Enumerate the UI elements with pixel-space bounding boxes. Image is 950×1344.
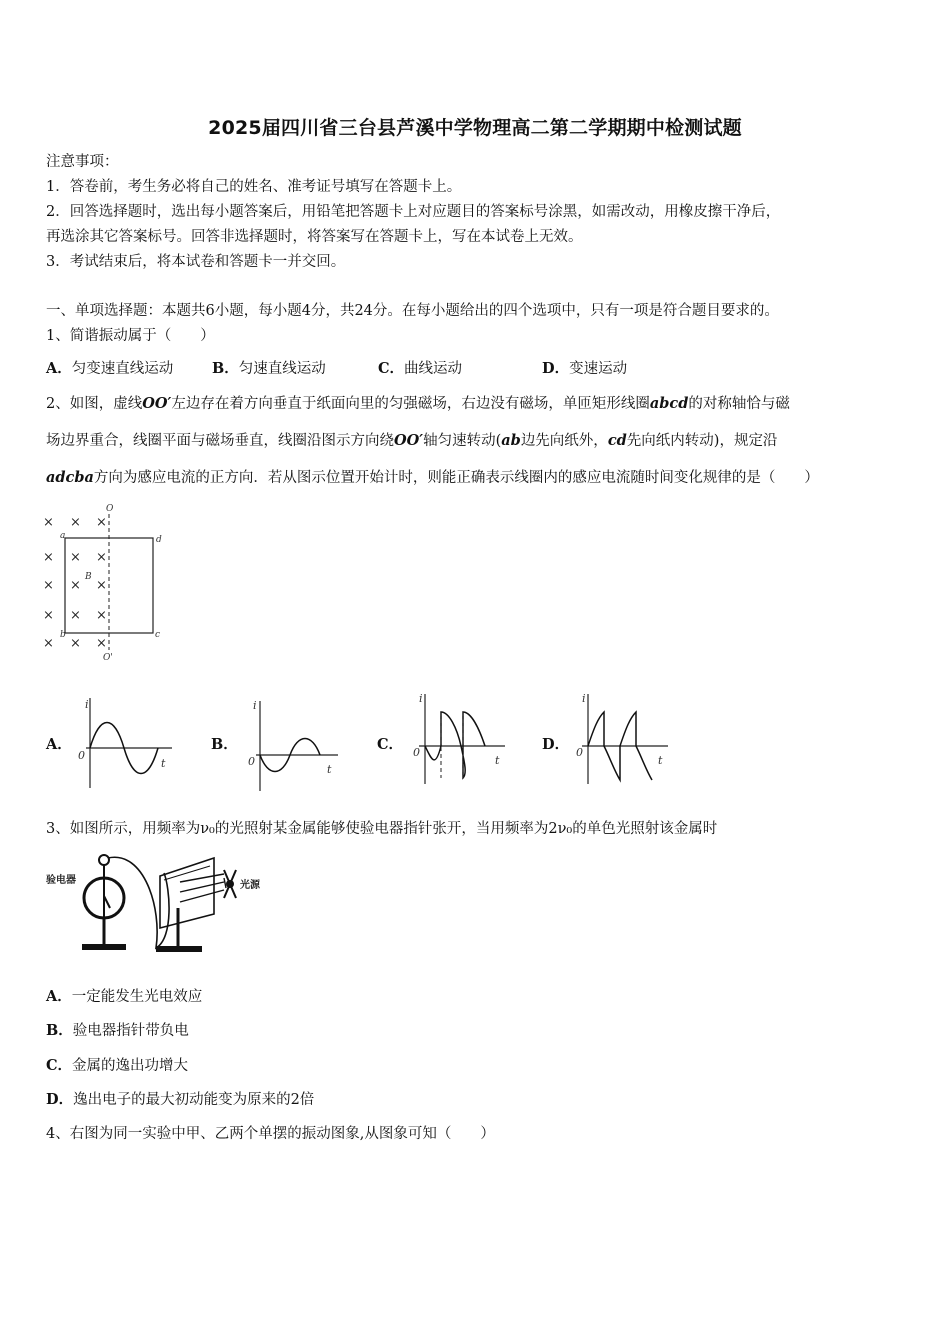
q2-text: 2、如图，虚线 — [46, 396, 143, 412]
q1-option-c — [378, 359, 462, 379]
cross-mark: × — [96, 578, 107, 593]
current-curve — [425, 712, 485, 778]
origin-label: 0 — [78, 749, 85, 762]
question-3-stem: 3、如图所示，用频率为ν₀的光照射某金属能够使验电器指针张开，当用频率为2ν₀的单色光照射该金属时 — [46, 821, 718, 837]
cross-mark: × — [96, 550, 107, 565]
q2-graph-a — [72, 692, 182, 792]
q2-axis-label: OO′ — [394, 432, 424, 449]
question-4-stem: 4、右图为同一实验中甲、乙两个单摆的振动图象,从图象可知（ ） — [46, 1126, 495, 1142]
q2-direction-label: adcba — [46, 469, 94, 486]
cross-mark: × — [43, 578, 54, 593]
q2-text: 边先向纸外， — [520, 433, 608, 449]
origin-label: 0 — [576, 746, 583, 759]
question-2-stem-line-2 — [46, 431, 777, 451]
q2-text: 的对称轴恰与磁 — [688, 396, 790, 412]
axis-i-label: i — [85, 698, 89, 711]
q3-option-a — [46, 987, 202, 1007]
axis-t-label: t — [327, 763, 332, 776]
label-b: b — [60, 630, 66, 640]
notice-item-1: 1．答卷前，考生务必将自己的姓名、准考证号填写在答题卡上。 — [46, 179, 462, 195]
q1-option-b — [212, 359, 326, 379]
cross-mark: × — [70, 550, 81, 565]
cross-mark: × — [43, 515, 54, 530]
q2-text: 左边存在着方向垂直于纸面向里的匀强磁场，右边没有磁场，单匝矩形线圈 — [171, 396, 650, 412]
cross-mark: × — [96, 636, 107, 650]
cross-mark: × — [70, 515, 81, 530]
plate-base — [156, 946, 202, 952]
q2-graph-label: A． — [46, 736, 72, 753]
label-o: O — [106, 504, 114, 514]
light-source-label: 光源 — [240, 880, 260, 891]
q1-option-a-text: 匀变速直线运动 — [71, 361, 174, 377]
light-ray — [180, 890, 224, 902]
q3-option-b-text: 验电器指针带负电 — [72, 1023, 189, 1039]
q3-option-a-label: A． — [46, 988, 72, 1005]
question-2-stem-line-3 — [46, 468, 819, 488]
axis-t-label: t — [495, 754, 500, 767]
label-o-prime: O' — [103, 653, 113, 663]
q3-option-b-label: B． — [46, 1022, 73, 1039]
q3-option-a-text: 一定能发生光电效应 — [71, 989, 203, 1005]
field-crosses — [43, 515, 107, 650]
cross-mark: × — [43, 636, 54, 650]
q2-graph-d — [568, 688, 678, 788]
origin-label: 0 — [248, 755, 255, 768]
electroscope-knob — [99, 855, 109, 865]
q2-edge-label: cd — [607, 432, 627, 449]
light-rays — [180, 874, 226, 902]
q2-graph-label: B． — [211, 736, 238, 753]
q2-edge-label: ab — [501, 432, 521, 449]
q2-text: 轴匀速转动( — [423, 433, 502, 449]
axis-i-label: i — [253, 699, 257, 712]
q1-option-c-label: C． — [378, 360, 405, 377]
cross-mark: × — [70, 608, 81, 623]
section-heading: 一、单项选择题：本题共6小题，每小题4分，共24分。在每小题给出的四个选项中，只有一项是符合题目要求的。 — [46, 303, 779, 319]
electroscope-label: 验电器 — [46, 875, 76, 886]
q3-option-c-label: C． — [46, 1057, 73, 1074]
q1-option-d — [542, 359, 627, 379]
q3-option-b — [46, 1021, 189, 1041]
cross-mark: × — [96, 515, 107, 530]
q2-graph-c-label — [377, 735, 403, 755]
q3-option-d — [46, 1090, 314, 1110]
notice-item-2-cont: 再选涂其它答案标号。回答非选择题时，将答案写在答题卡上，写在本试卷上无效。 — [46, 229, 583, 245]
cross-mark: × — [96, 608, 107, 623]
q2-graph-b — [242, 695, 352, 795]
light-ray — [224, 878, 226, 888]
axis-t-label: t — [161, 757, 166, 770]
q2-graph-label: C． — [377, 736, 404, 753]
cross-mark: × — [43, 550, 54, 565]
light-ray — [180, 874, 224, 882]
axis-i-label: i — [419, 692, 423, 705]
q2-graph-d-label — [542, 735, 569, 755]
question-1-stem: 1、简谐振动属于（ ） — [46, 328, 215, 344]
q1-option-b-label: B． — [212, 360, 239, 377]
q2-graph-c — [405, 688, 515, 788]
q3-option-d-label: D． — [46, 1091, 74, 1108]
q2-field-coil-figure — [38, 500, 178, 650]
q2-text: 场边界重合，线圈平面与磁场垂直，线圈沿图示方向绕 — [46, 433, 394, 449]
q1-option-d-label: D． — [542, 360, 570, 377]
q3-option-d-text: 逸出电子的最大初动能变为原来的2倍 — [73, 1092, 315, 1108]
cross-mark: × — [70, 636, 81, 650]
q2-graph-b-label — [211, 735, 238, 755]
q1-option-b-text: 匀速直线运动 — [238, 361, 326, 377]
notice-item-2: 2．回答选择题时，选出每小题答案后，用铅笔把答题卡上对应题目的答案标号涂黑，如需改动，用橡皮擦干净后， — [46, 204, 781, 220]
label-d: d — [156, 535, 162, 545]
q2-coil-label: abcd — [649, 395, 689, 412]
cross-mark: × — [70, 578, 81, 593]
label-b-field: B — [85, 572, 92, 582]
question-2-stem-line-1 — [46, 394, 790, 414]
q3-electroscope-figure — [44, 848, 274, 960]
cross-mark: × — [43, 608, 54, 623]
label-c: c — [155, 630, 161, 640]
q1-option-a — [46, 359, 173, 379]
origin-label: 0 — [413, 746, 420, 759]
q1-option-a-label: A． — [46, 360, 72, 377]
q2-axis-label: OO′ — [142, 395, 172, 412]
light-ray — [180, 882, 224, 892]
q3-option-c-text: 金属的逸出功增大 — [72, 1058, 189, 1074]
q2-graph-a-label — [46, 735, 72, 755]
q1-option-d-text: 变速运动 — [569, 361, 628, 377]
electroscope-base — [82, 944, 126, 950]
q2-text: 先向纸内转动)，规定沿 — [626, 433, 778, 449]
notice-item-3: 3．考试结束后，将本试卷和答题卡一并交回。 — [46, 254, 346, 270]
notice-heading: 注意事项： — [46, 154, 119, 170]
q2-graph-label: D． — [542, 736, 570, 753]
label-a: a — [60, 531, 66, 541]
page-title: 2025届四川省三台县芦溪中学物理高二第二学期期中检测试题 — [208, 117, 742, 139]
q2-text: 方向为感应电流的正方向．若从图示位置开始计时，则能正确表示线圈内的感应电流随时间变化规律的是（ ） — [93, 470, 819, 486]
q1-option-c-text: 曲线运动 — [404, 361, 463, 377]
axis-i-label: i — [582, 692, 586, 705]
q3-option-c — [46, 1056, 188, 1076]
axis-t-label: t — [658, 754, 663, 767]
